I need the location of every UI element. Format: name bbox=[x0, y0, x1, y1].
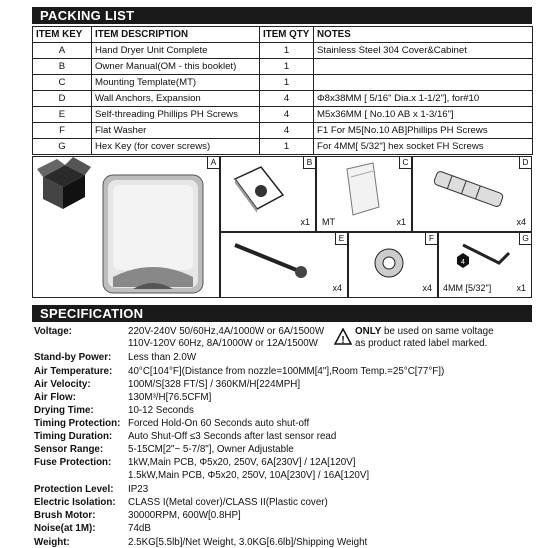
qty-label: x1 bbox=[300, 217, 310, 227]
qty-cell: 4 bbox=[260, 91, 314, 107]
spec-label: Voltage: bbox=[34, 326, 72, 337]
picture-tag: D bbox=[519, 157, 531, 169]
picture-e bbox=[220, 232, 348, 298]
notes-cell bbox=[314, 75, 533, 91]
spec-label: Air Velocity: bbox=[34, 379, 91, 390]
picture-c bbox=[316, 156, 412, 232]
spec-value: 74dB bbox=[128, 523, 151, 534]
notes-cell: M5x36MM [ No.10 AB x 1-3/16"] bbox=[314, 107, 533, 123]
packing-list-title: PACKING LIST bbox=[32, 7, 532, 24]
item-key-cell: E bbox=[33, 107, 92, 123]
picture-tag: G bbox=[519, 233, 531, 245]
header-item-qty: ITEM QTY bbox=[260, 27, 314, 43]
header-item-description: ITEM DESCRIPTION bbox=[92, 27, 260, 43]
description-cell: Wall Anchors, Expansion bbox=[92, 91, 260, 107]
voltage-value-2: 110V-120V 60Hz, 8A/1000W or 12A/1500W bbox=[128, 338, 318, 349]
spec-label: Drying Time: bbox=[34, 405, 94, 416]
picture-d bbox=[412, 156, 532, 232]
qty-cell: 1 bbox=[260, 139, 314, 155]
item-key-cell: G bbox=[33, 139, 92, 155]
picture-tag: A bbox=[207, 157, 219, 169]
qty-label: x1 bbox=[516, 283, 526, 293]
warning-text-2: as product rated label marked. bbox=[355, 338, 488, 349]
packing-pictures bbox=[32, 156, 532, 298]
warning-text-1: ONLY be used on same voltage bbox=[355, 326, 494, 337]
spec-value: Less than 2.0W bbox=[128, 352, 197, 363]
spec-label: Air Flow: bbox=[34, 392, 76, 403]
item-key-cell: A bbox=[33, 43, 92, 59]
qty-cell: 4 bbox=[260, 107, 314, 123]
notes-cell bbox=[314, 59, 533, 75]
qty-cell: 1 bbox=[260, 59, 314, 75]
notes-cell: Φ8x38MM [ 5/16" Dia.x 1-1/2"], for#10 bbox=[314, 91, 533, 107]
spec-label: Fuse Protection: bbox=[34, 457, 112, 468]
voltage-value-1: 220V-240V 50/60Hz,4A/1000W or 6A/1500W bbox=[128, 326, 325, 337]
picture-a bbox=[32, 156, 220, 298]
spec-value: 2.5KG[5.5lb]/Net Weight, 3.0KG[6.6lb]/Shipping Weight bbox=[128, 537, 368, 548]
package-box-and-dryer-image bbox=[33, 157, 219, 297]
item-key-cell: C bbox=[33, 75, 92, 91]
spec-value: Forced Hold-On 60 Seconds auto shut-off bbox=[128, 418, 310, 429]
qty-label: x1 bbox=[396, 217, 406, 227]
table-row bbox=[33, 139, 533, 155]
picture-tag: B bbox=[303, 157, 315, 169]
item-key-cell: D bbox=[33, 91, 92, 107]
hex-size-label: 4MM [5/32"] bbox=[443, 283, 492, 293]
qty-label: x4 bbox=[516, 217, 526, 227]
description-cell: Hex Key (for cover screws) bbox=[92, 139, 260, 155]
qty-cell: 1 bbox=[260, 43, 314, 59]
spec-label: Air Temperature: bbox=[34, 366, 113, 377]
spec-value: 1kW,Main PCB, Φ5x20, 250V, 6A[230V] / 12A[120V] bbox=[128, 457, 356, 468]
warning-icon bbox=[334, 328, 352, 346]
hand-dryer-image bbox=[103, 175, 203, 293]
spec-value: 130M³/H[76.5CFM] bbox=[128, 392, 212, 403]
spec-label: Noise(at 1M): bbox=[34, 523, 96, 534]
header-notes: NOTES bbox=[314, 27, 533, 43]
table-row bbox=[33, 107, 533, 123]
mt-label: MT bbox=[322, 217, 335, 227]
picture-g bbox=[438, 232, 532, 298]
table-row bbox=[33, 75, 533, 91]
description-cell: Self-threading Phillips PH Screws bbox=[92, 107, 260, 123]
item-key-cell: F bbox=[33, 123, 92, 139]
spec-value: CLASS I(Metal cover)/CLASS II(Plastic cover) bbox=[128, 497, 328, 508]
qty-label: x4 bbox=[332, 283, 342, 293]
spec-value: Auto Shut-Off ≤3 Seconds after last sensor read bbox=[128, 431, 337, 442]
table-row bbox=[33, 43, 533, 59]
table-header-row bbox=[33, 27, 533, 43]
packing-list-table bbox=[32, 26, 533, 155]
qty-cell: 1 bbox=[260, 75, 314, 91]
spec-label: Brush Motor: bbox=[34, 510, 96, 521]
description-cell: Owner Manual(OM - this booklet) bbox=[92, 59, 260, 75]
header-item-key: ITEM KEY bbox=[33, 27, 92, 43]
qty-label: x4 bbox=[422, 283, 432, 293]
picture-tag: F bbox=[425, 233, 437, 245]
hex-size-number: 4 bbox=[461, 259, 465, 266]
notes-cell: F1 For M5[No.10 AB]Phillips PH Screws bbox=[314, 123, 533, 139]
spec-value: 5-15CM[2"~ 5-7/8"], Owner Adjustable bbox=[128, 444, 294, 455]
spec-label: Electric Isolation: bbox=[34, 497, 116, 508]
spec-value: 40°C[104°F](Distance from nozzle=100MM[4"],Room Temp.=25°C[77°F]) bbox=[128, 366, 445, 377]
picture-tag: E bbox=[335, 233, 347, 245]
spec-value: 30000RPM, 600W[0.8HP] bbox=[128, 510, 241, 521]
qty-cell: 4 bbox=[260, 123, 314, 139]
spec-label: Protection Level: bbox=[34, 484, 114, 495]
spec-label: Weight: bbox=[34, 537, 70, 548]
table-row bbox=[33, 59, 533, 75]
screw-image bbox=[221, 233, 347, 297]
spec-label: Timing Protection: bbox=[34, 418, 121, 429]
spec-value: IP23 bbox=[128, 484, 149, 495]
picture-tag: C bbox=[399, 157, 411, 169]
description-cell: Mounting Template(MT) bbox=[92, 75, 260, 91]
spec-label: Timing Duration: bbox=[34, 431, 113, 442]
spec-label: Stand-by Power: bbox=[34, 352, 112, 363]
picture-f bbox=[348, 232, 438, 298]
table-row bbox=[33, 91, 533, 107]
spec-value: 100M/S[328 FT/S] / 360KM/H[224MPH] bbox=[128, 379, 301, 390]
specification-title: SPECIFICATION bbox=[32, 305, 532, 322]
spec-value: 1.5kW,Main PCB, Φ5x20, 250V, 10A[230V] / 16A[120V] bbox=[128, 470, 370, 481]
spec-value: 10-12 Seconds bbox=[128, 405, 194, 416]
description-cell: Hand Dryer Unit Complete bbox=[92, 43, 260, 59]
wall-anchor-image bbox=[413, 157, 531, 231]
table-row bbox=[33, 123, 533, 139]
description-cell: Flat Washer bbox=[92, 123, 260, 139]
notes-cell: For 4MM[ 5/32"] hex socket FH Screws bbox=[314, 139, 533, 155]
picture-b bbox=[220, 156, 316, 232]
item-key-cell: B bbox=[33, 59, 92, 75]
spec-label: Sensor Range: bbox=[34, 444, 104, 455]
box-icon bbox=[37, 157, 91, 209]
notes-cell: Stainless Steel 304 Cover&Cabinet bbox=[314, 43, 533, 59]
svg-text:!: ! bbox=[341, 335, 345, 346]
